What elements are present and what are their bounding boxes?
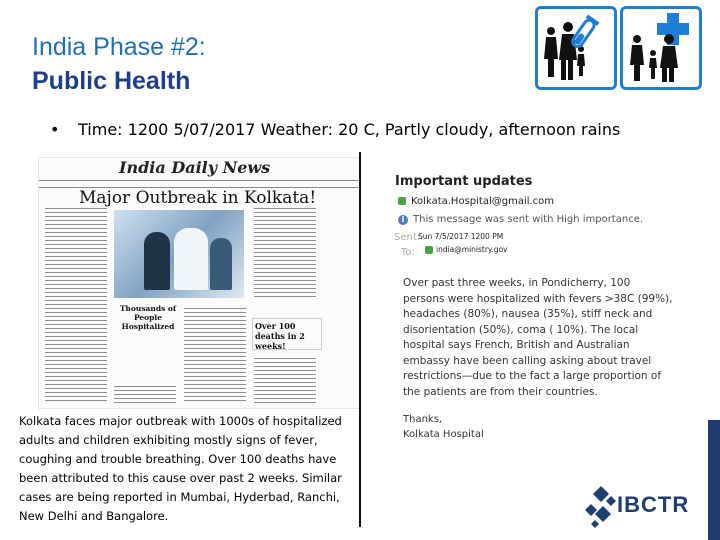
medical-cross-icon <box>623 9 699 87</box>
family-icon <box>538 9 614 87</box>
presence-status-icon <box>398 197 406 205</box>
ibctr-emblem-icon <box>585 480 617 532</box>
email-to-address: india@ministry.gov <box>436 245 508 254</box>
newspaper-headline: Major Outbreak in Kolkata! <box>79 188 317 208</box>
photo-figure-patient <box>174 228 208 290</box>
slide-title <box>32 30 206 98</box>
newspaper-column-text <box>45 208 107 404</box>
info-icon: i <box>398 215 408 225</box>
email-body: Over past three weeks, in Pondicherry, 100 persons were hospitalized with fevers >38C (99%), headaches (80%), nausea (35%), stiff neck and disorientation (50%), coma ( 10%). The local hospital says French, British and Australian embassy have been calling asking about travel restrictions—due to the fact a large proportion of the patients are from their countries. <box>403 277 673 398</box>
newspaper-dateline-rule <box>39 180 359 188</box>
email-to-recipient <box>425 245 507 254</box>
ibctr-wordmark: IBCTR <box>617 492 690 517</box>
newspaper-sidebar-heading: Thousands of People Hospitalized <box>119 304 177 331</box>
newspaper-column-text <box>184 308 246 404</box>
newspaper-column-text <box>254 358 316 404</box>
email-signature <box>403 412 603 442</box>
family-logo <box>535 6 617 90</box>
news-caption: Kolkata faces major outbreak with 1000s of hospitalized adults and children exhibiting mostly signs of fever, coughing and trouble breathing. Over 100 deaths have been attributed to this cause over past 2 weeks. Similar cases are being reported in Mumbai, Hyderbad, Ranchi, New Delhi and Bangalore. <box>19 414 342 523</box>
newspaper-column-text <box>114 386 176 404</box>
email-to-label: To: <box>401 247 415 258</box>
email-subject: Important updates <box>395 174 533 189</box>
edge-accent-bar <box>708 420 720 540</box>
time-weather-bullet <box>50 120 620 139</box>
photo-figure-nurse <box>210 238 232 290</box>
hospital-logo <box>620 6 702 90</box>
email-importance-note <box>398 214 643 225</box>
photo-figure-doctor <box>144 232 170 290</box>
bullet-marker: • <box>50 120 60 139</box>
slide-title-line2: Public Health <box>32 67 191 95</box>
email-sent-label: Sent: <box>394 232 421 243</box>
vertical-divider <box>359 152 361 527</box>
email-sent-value: Sun 7/5/2017 1200 PM <box>418 232 504 241</box>
newspaper-box-heading: Over 100 deaths in 2 weeks! <box>252 318 322 350</box>
presence-status-icon <box>425 246 433 254</box>
slide-title-line1: India Phase #2: <box>32 33 206 61</box>
newspaper-column-text <box>254 208 316 298</box>
newspaper-clipping <box>38 157 360 409</box>
hospital-photo <box>114 210 244 298</box>
email-signature-name: Kolkata Hospital <box>403 429 484 440</box>
email-sender <box>398 196 554 207</box>
email-closing-line: Thanks, <box>403 414 443 425</box>
ibctr-logo <box>585 480 690 532</box>
email-importance-text: This message was sent with High importance. <box>413 214 644 225</box>
newspaper-masthead: India Daily News <box>119 158 271 177</box>
email-sender-address: Kolkata.Hospital@gmail.com <box>411 196 555 207</box>
time-weather-text: Time: 1200 5/07/2017 Weather: 20 C, Partly cloudy, afternoon rains <box>78 120 621 139</box>
email-screenshot <box>395 174 685 462</box>
